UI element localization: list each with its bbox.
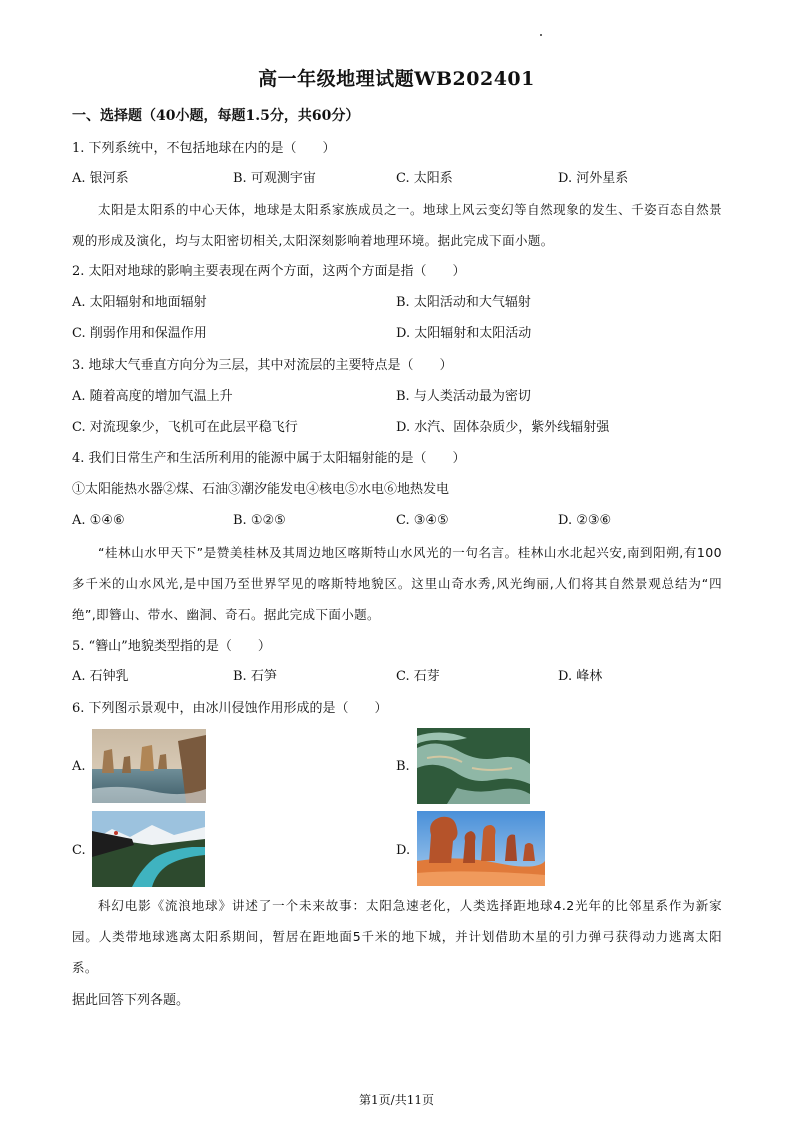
- q2-option-c: C. 削弱作用和保温作用: [72, 326, 207, 341]
- q3-option-c: C. 对流现象少，飞机可在此层平稳飞行: [72, 420, 298, 435]
- q5-option-b: B. 石笋: [233, 669, 277, 684]
- section-heading: 一、选择题（40小题，每题1.5分，共60分）: [72, 108, 360, 124]
- q1-option-c: C. 太阳系: [396, 171, 453, 186]
- passage-wandering-earth-tail: 据此回答下列各题。: [72, 993, 190, 1008]
- q4-option-c: C. ③④⑤: [396, 513, 449, 528]
- q6-option-d-label: D.: [396, 843, 411, 858]
- red-rock-pillars-photo: [417, 811, 545, 886]
- q4-option-b: B. ①②⑤: [233, 513, 286, 528]
- q4-option-a: A. ①④⑥: [72, 513, 125, 528]
- passage-sun: 太阳是太阳系的中心天体，地球是太阳系家族成员之一。地球上风云变幻等自然现象的发生、千姿百态自然景观的形成及演化，均与太阳密切相关,太阳深刻影响着地理环境。据此完成下面小题。: [72, 202, 722, 248]
- q1-option-d: D. 河外星系: [558, 171, 629, 186]
- q3-option-b: B. 与人类活动最为密切: [396, 389, 531, 404]
- fjord-photo: [92, 811, 205, 887]
- page-title: 高一年级地理试题WB202401: [258, 68, 535, 90]
- question-1-stem: 1. 下列系统中，不包括地球在内的是（ ）: [72, 141, 336, 156]
- stray-dot: [540, 34, 542, 36]
- question-2-stem: 2. 太阳对地球的影响主要表现在两个方面，这两个方面是指（ ）: [72, 264, 466, 279]
- page-footer: 第1页/共11页: [359, 1093, 434, 1107]
- q6-option-c-label: C.: [72, 843, 86, 858]
- question-3-stem: 3. 地球大气垂直方向分为三层，其中对流层的主要特点是（ ）: [72, 358, 453, 373]
- q2-option-b: B. 太阳活动和大气辐射: [396, 295, 531, 310]
- q2-option-a: A. 太阳辐射和地面辐射: [72, 295, 207, 310]
- question-4-stem: 4. 我们日常生产和生活所利用的能源中属于太阳辐射能的是（ ）: [72, 451, 466, 466]
- q5-option-c: C. 石芽: [396, 669, 440, 684]
- river-delta-photo: [417, 728, 530, 804]
- q3-option-a: A. 随着高度的增加气温上升: [72, 389, 233, 404]
- sea-stacks-photo: [92, 729, 206, 803]
- q1-option-b: B. 可观测宇宙: [233, 171, 316, 186]
- q5-option-d: D. 峰林: [558, 669, 603, 684]
- q4-option-d: D. ②③⑥: [558, 513, 612, 528]
- q5-option-a: A. 石钟乳: [72, 669, 129, 684]
- passage-wandering-earth: 科幻电影《流浪地球》讲述了一个未来故事：太阳急速老化，人类选择距地球4.2光年的比邻星系作为新家园。人类带地球逃离太阳系期间，暂居在距地面5千米的地下城，并计划借助木星的引力弹弓获得动力逃离太阳系。: [72, 898, 722, 975]
- q6-option-a-label: A.: [72, 759, 86, 774]
- question-6-stem: 6. 下列图示景观中，由冰川侵蚀作用形成的是（ ）: [72, 701, 388, 716]
- q6-option-b-label: B.: [396, 759, 410, 774]
- q2-option-d: D. 太阳辐射和太阳活动: [396, 326, 532, 341]
- question-4-list: ①太阳能热水器②煤、石油③潮汐能发电④核电⑤水电⑥地热发电: [72, 482, 450, 497]
- q1-option-a: A. 银河系: [72, 171, 129, 186]
- passage-guilin: “桂林山水甲天下”是赞美桂林及其周边地区喀斯特山水风光的一句名言。桂林山水北起兴安,南到阳朔,有100多千米的山水风光,是中国乃至世界罕见的喀斯特地貌区。这里山奇水秀,风光绚丽,人们将其自然景观总结为“四绝”,即簪山、带水、幽洞、奇石。据此完成下面小题。: [72, 545, 722, 622]
- q3-option-d: D. 水汽、固体杂质少，紫外线辐射强: [396, 420, 610, 435]
- question-5-stem: 5. “簪山”地貌类型指的是（ ）: [72, 639, 271, 654]
